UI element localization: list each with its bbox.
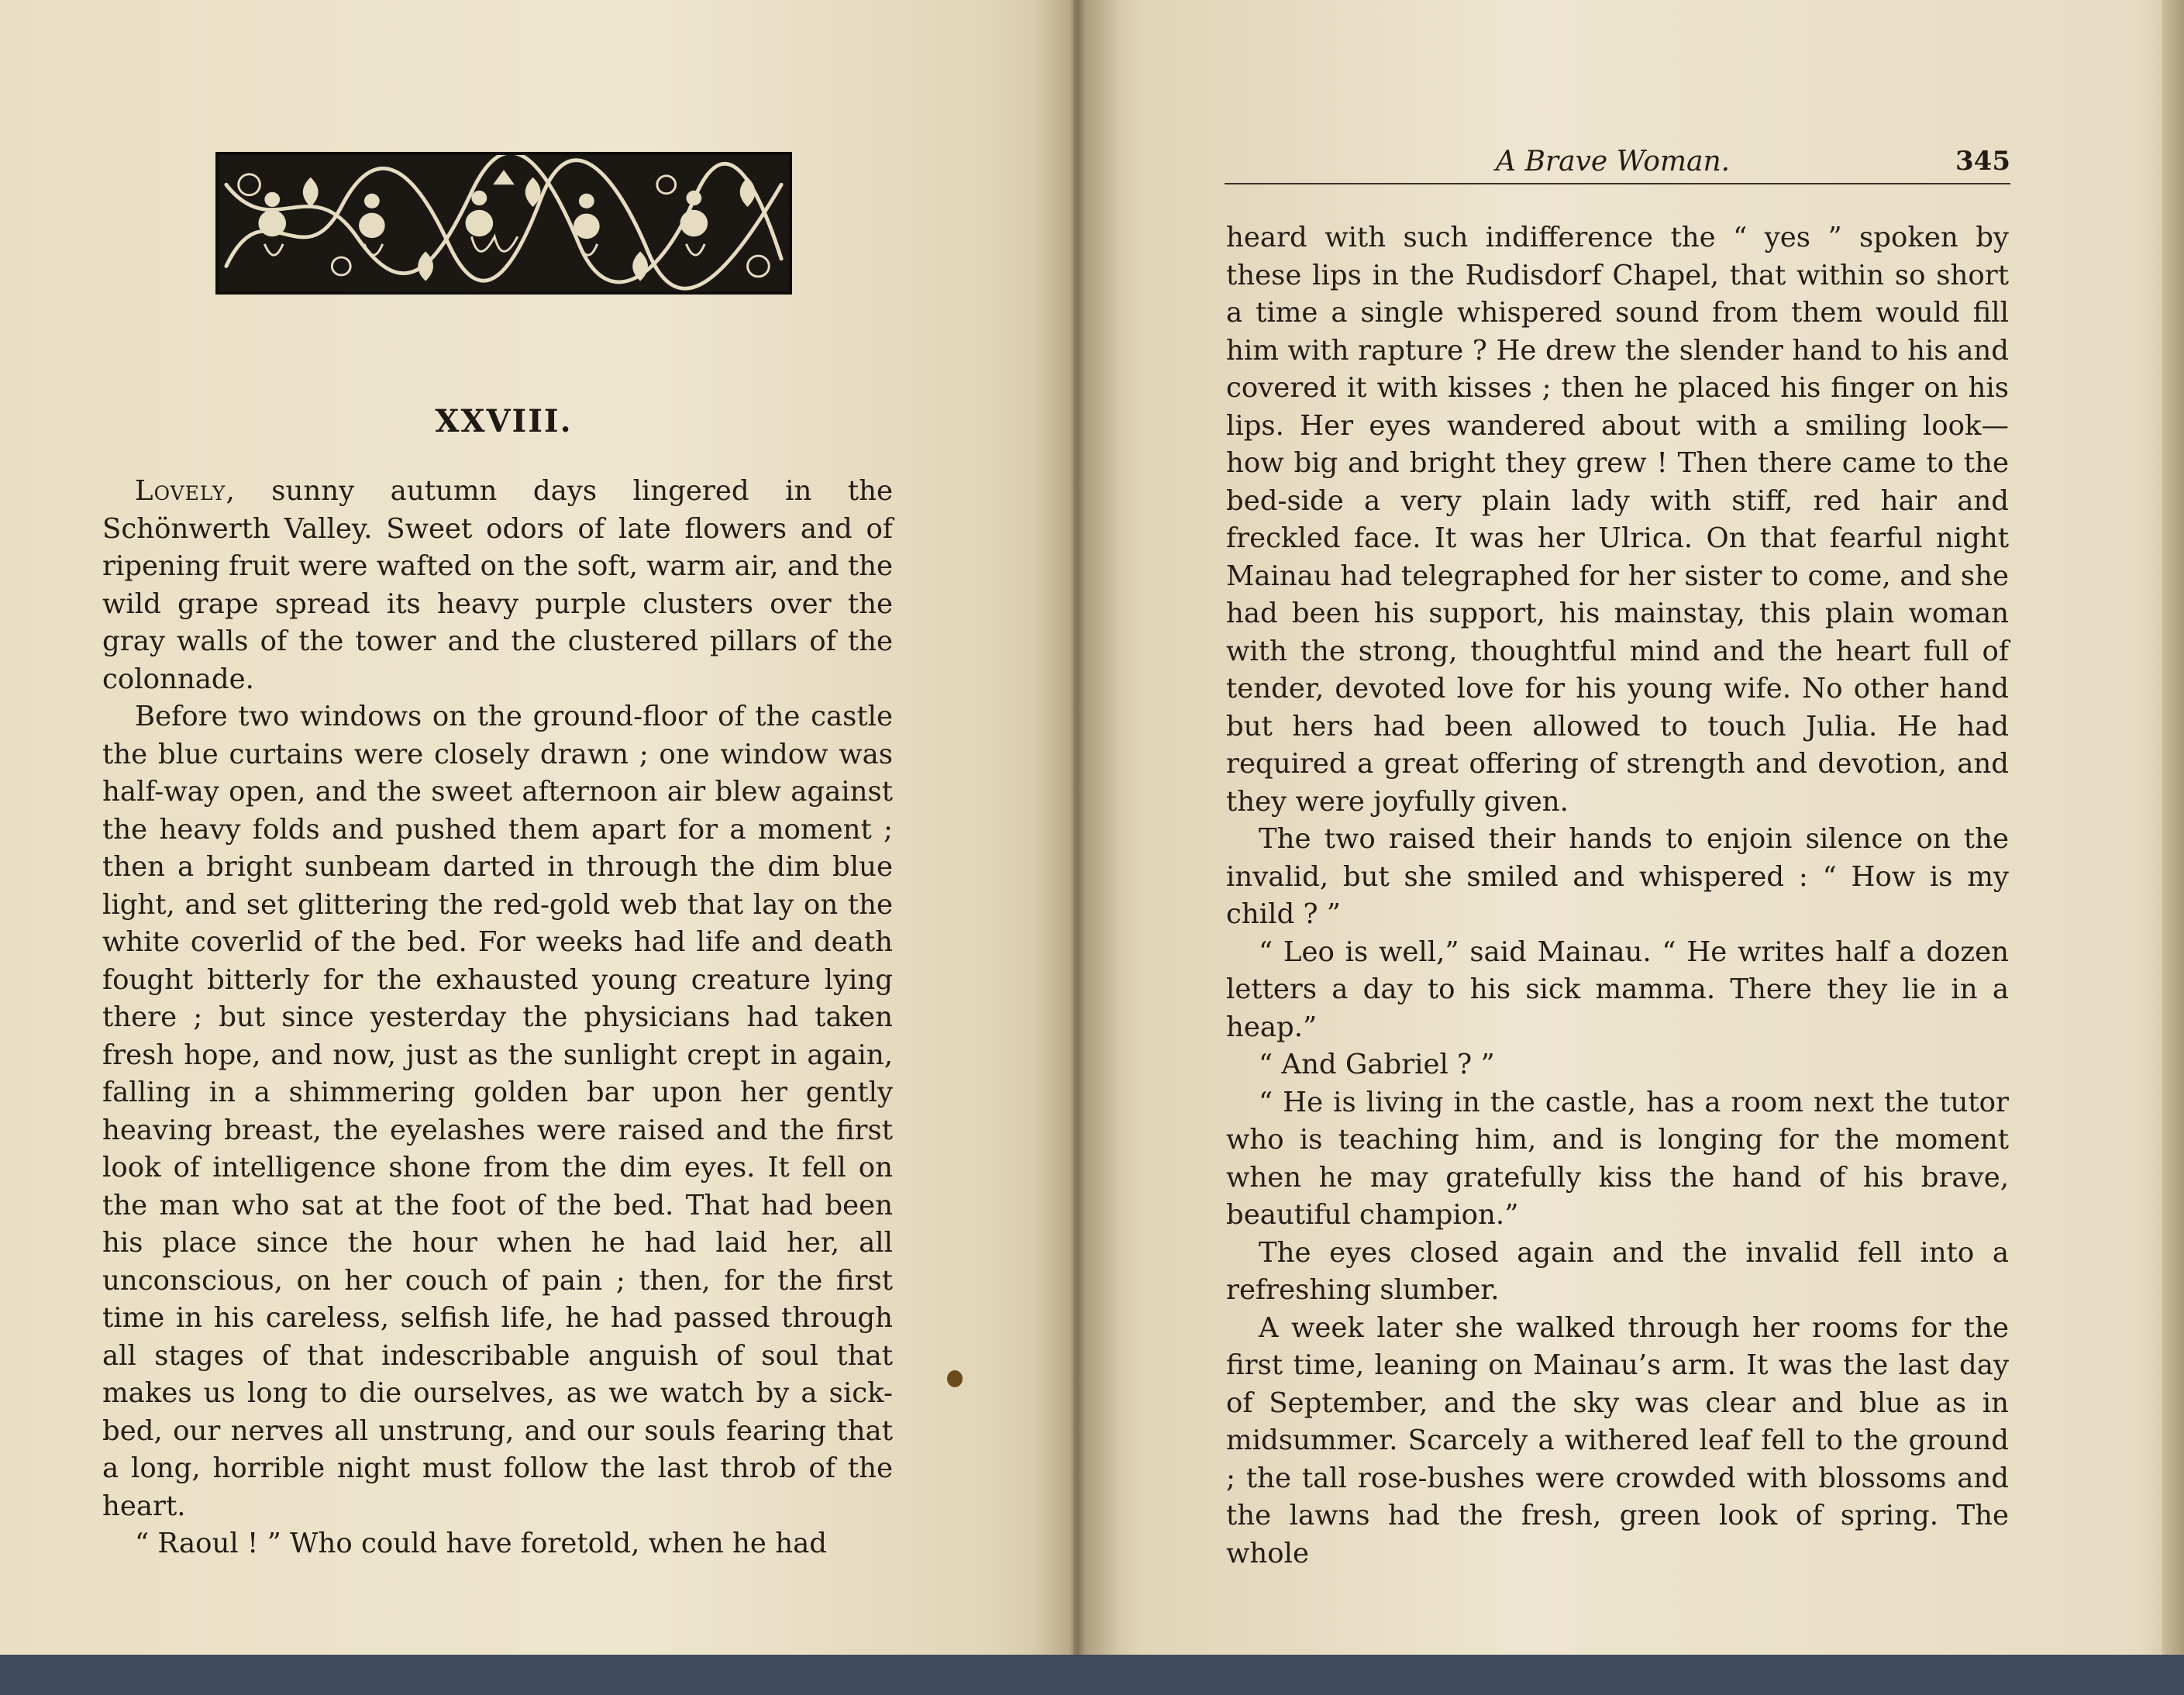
left-page bbox=[0, 0, 1073, 1695]
right-page-text bbox=[1226, 219, 2009, 1573]
paragraph-text: sunny autumn days lingered in the Schönwerth Valley. Sweet odors of late flowers and of ripening fruit were wafted on the soft, warm air, and the wild grape spread its heavy purple clusters over the gray walls of the tower and the clustered pillars of the colonnade. bbox=[102, 475, 893, 695]
book-gutter bbox=[1035, 0, 1120, 1695]
paper-stain bbox=[947, 1370, 963, 1387]
paragraph: “ And Gabriel ? ” bbox=[1259, 1049, 1495, 1080]
paragraph: The eyes closed again and the invalid fell into a refreshing slumber. bbox=[1226, 1236, 2009, 1306]
chapter-heading: XXVIII. bbox=[435, 403, 573, 439]
lead-word-smallcaps: Lovely, bbox=[135, 475, 236, 507]
paragraph: “ Raoul ! ” Who could have foretold, when he had bbox=[135, 1528, 827, 1559]
scan-background bbox=[0, 1655, 2184, 1695]
paragraph: The two raised their hands to enjoin silence on the invalid, but she smiled and whispered : “ How is my child ? ” bbox=[1226, 823, 2009, 930]
paragraph: “ He is living in the castle, has a room next the tutor who is teaching him, and is longing for the moment when he may gratefully kiss the hand of his brave, beautiful champion.” bbox=[1226, 1086, 2009, 1231]
paragraph: A week later she walked through her rooms for the first time, leaning on Mainau’s arm. It was the last day of September, and the sky was clear and blue as in midsummer. Scarcely a withered leaf fell to the ground ; the tall rose-bushes were crowded with blossoms and the lawns had the fresh, green look of spring. The whole bbox=[1226, 1311, 2009, 1569]
right-page bbox=[1073, 0, 2184, 1695]
page-edge bbox=[2162, 0, 2184, 1695]
decorative-headpiece bbox=[215, 152, 792, 295]
paragraph: heard with such indifference the “ yes ” spoken by these lips in the Rudisdorf Chapel, that within so short a time a single whispered sound from them would fill him with rapture ? He drew the slender hand to his and covered it with kisses ; then he placed his finger on his lips. Her eyes wandered about with a smiling look—how big and bright they grew ! Then there came to the bed-side a very plain lady with stiff, red hair and freckled face. It was her Ulrica. On that fearful night Mainau had telegraphed for her sister to come, and she had been his support, his mainstay, this plain woman with the strong, thoughtful mind and the heart full of tender, devoted love for his young wife. No other hand but hers had been allowed to touch Julia. He had required a great offering of strength and devotion, and they were joyfully given. bbox=[1226, 222, 2009, 818]
paragraph bbox=[102, 473, 893, 698]
running-header bbox=[1225, 146, 2010, 184]
paragraph: Before two windows on the ground-floor of the castle the blue curtains were closely drawn ; one window was half-way open, and the sweet afternoon air blew against the heavy folds and pushed them apart for a moment ; then a bright sunbeam darted in through the dim blue light, and set glittering the red-gold web that lay on the white coverlid of the bed. For weeks had life and death fought bitterly for the exhausted young creature lying there ; but since yesterday the physicians had taken fresh hope, and now, just as the sunlight crept in again, falling in a shimmering golden bar upon her gently heaving breast, the eyelashes were raised and the first look of intelligence shone from the dim eyes. It fell on the man who sat at the foot of the bed. That had been his place since the hour when he had laid her, all unconscious, on her couch of pain ; then, for the first time in his careless, selfish life, he had passed through all stages of that indescribable anguish of soul that makes us long to die ourselves, as we watch by a sick-bed, our nerves all unstrung, and our souls fearing that a long, horrible night must follow the last throb of the heart. bbox=[102, 701, 893, 1522]
paragraph: “ Leo is well,” said Mainau. “ He writes half a dozen letters a day to his sick mamma. There they lie in a heap.” bbox=[1226, 935, 2009, 1043]
running-title: A Brave Woman. bbox=[1496, 146, 1731, 177]
page-number: 345 bbox=[1955, 146, 2010, 177]
left-page-text bbox=[102, 473, 893, 1563]
